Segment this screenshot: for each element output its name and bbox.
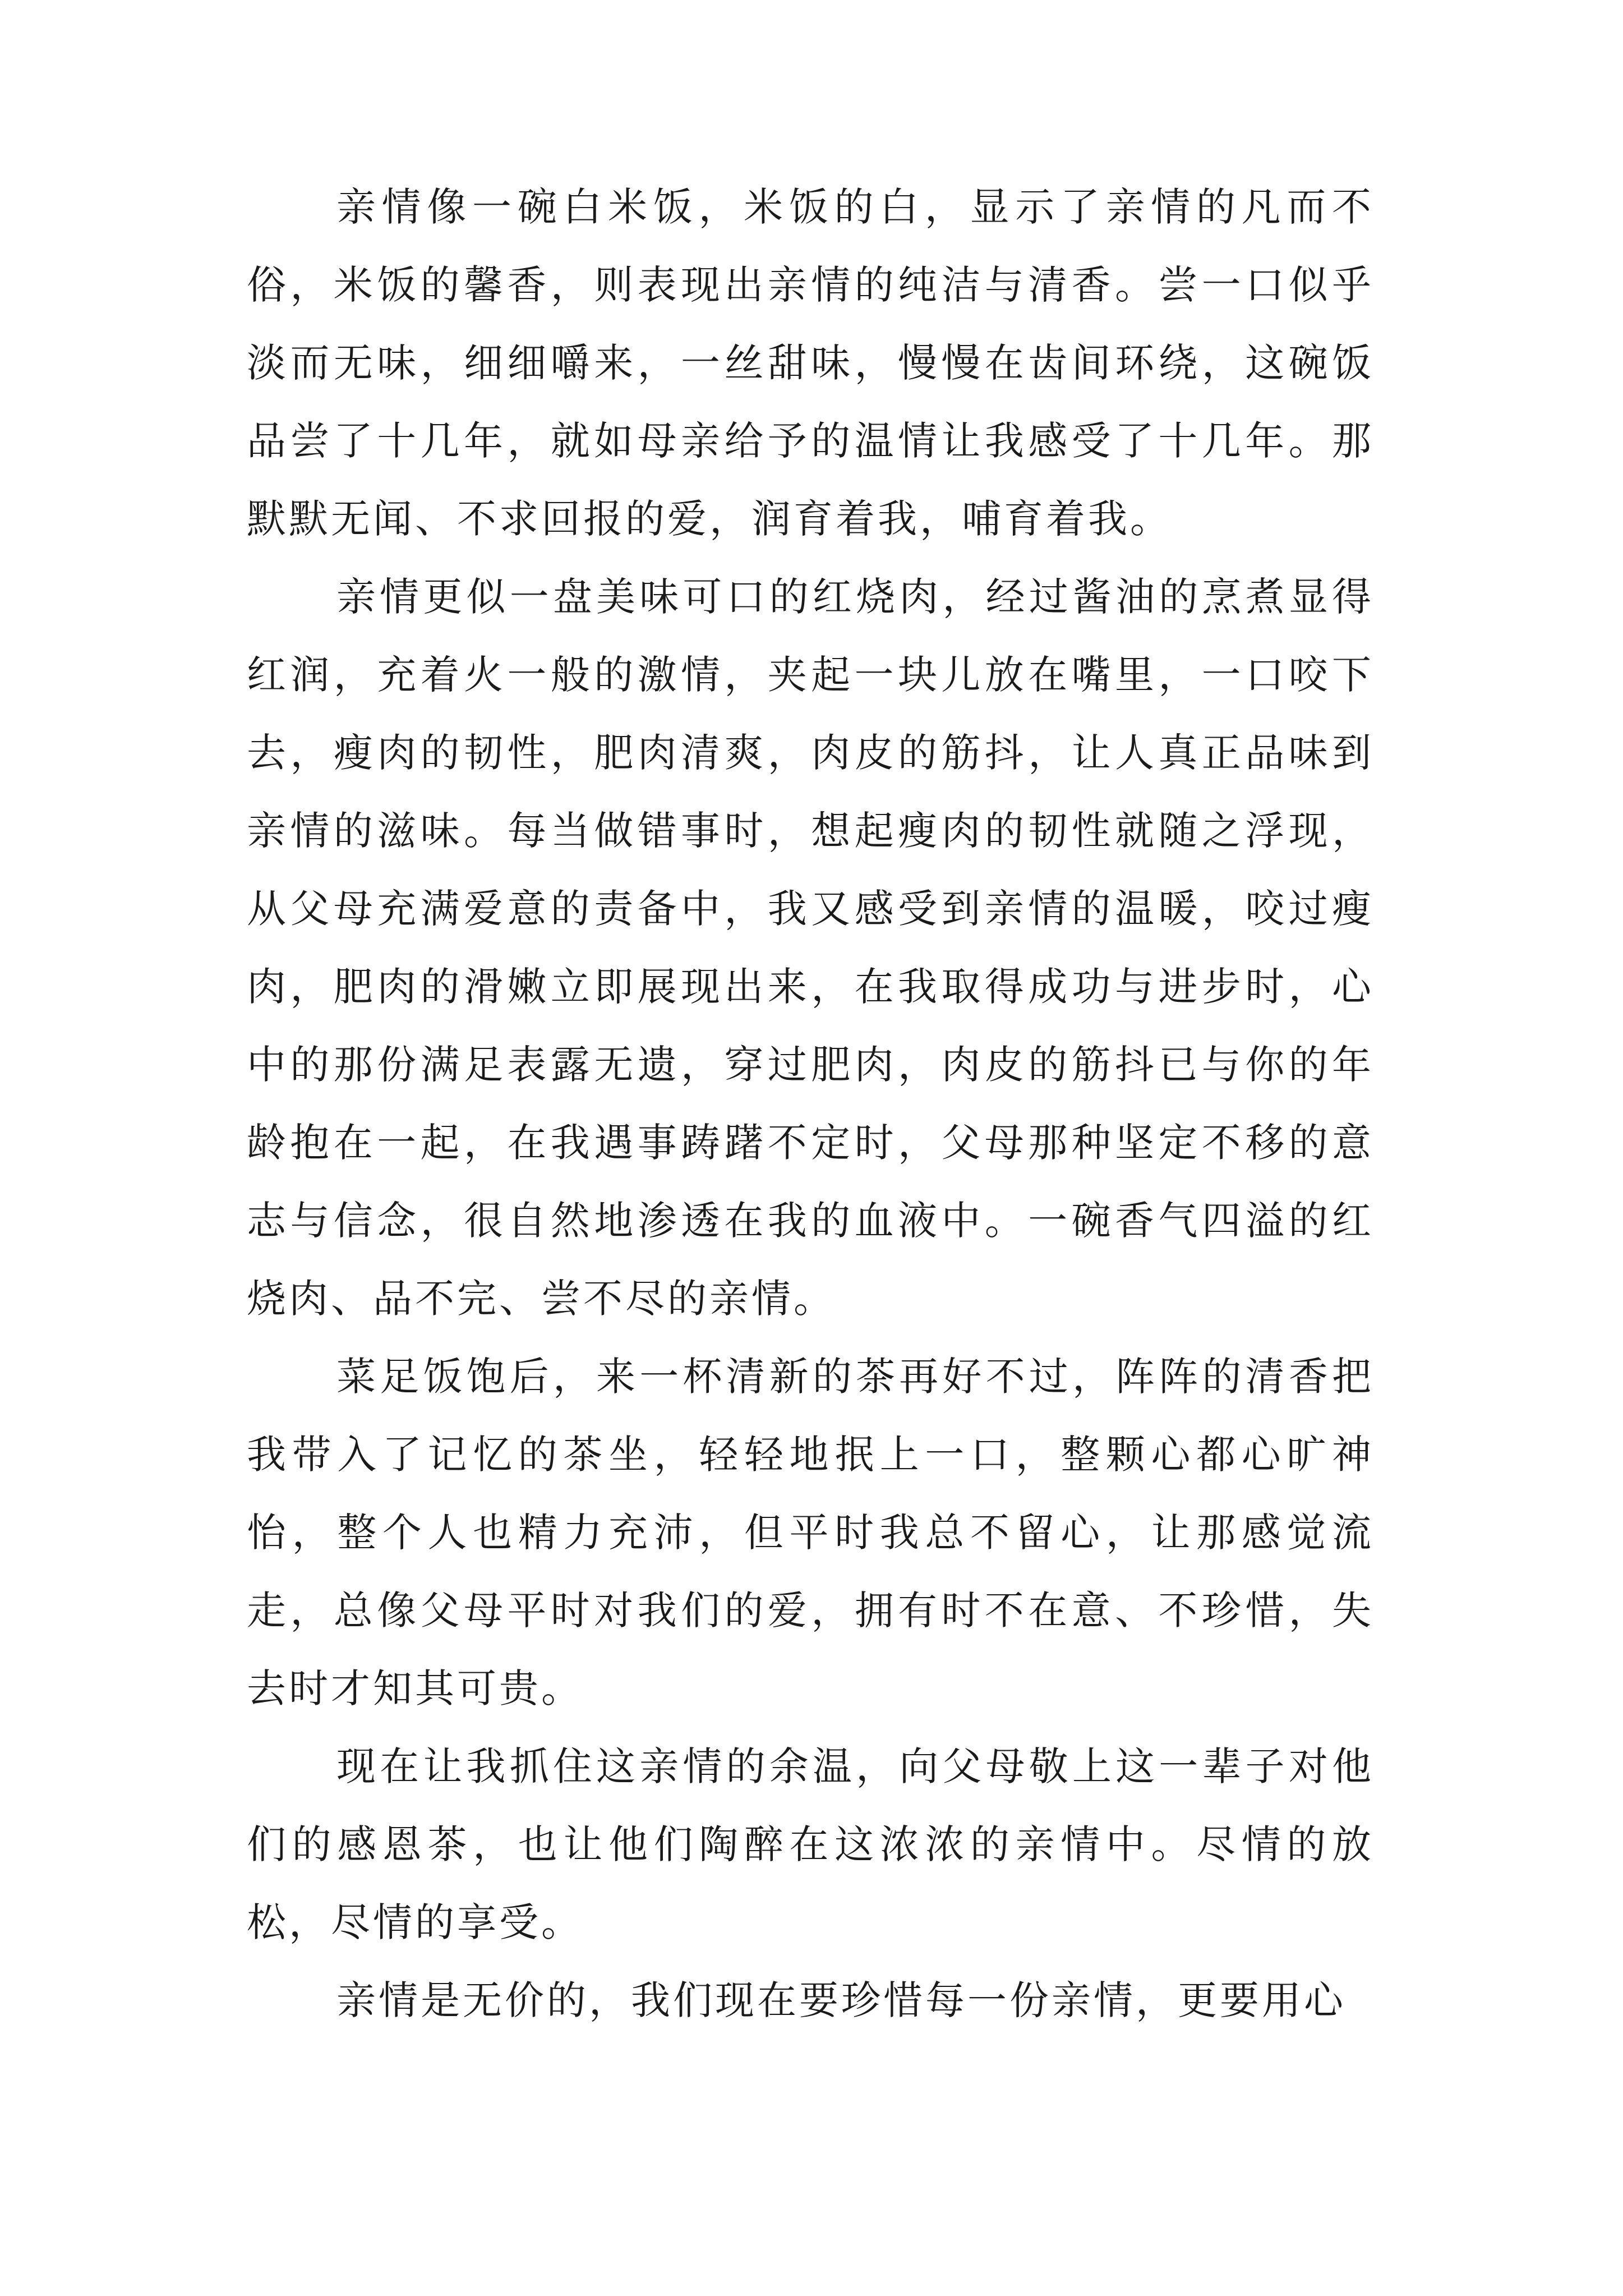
- paragraph-tea: 菜足饭饱后，来一杯清新的茶再好不过，阵阵的清香把我带入了记忆的茶坐，轻轻地抿上一口，整颗心都心旷神怡，整个人也精力充沛，但平时我总不留心，让那感觉流走，总像父母平时对我们的爱，拥有时不在意、不珍惜，失去时才知其可贵。: [247, 1354, 1374, 1711]
- paragraph-cherish: 亲情是无价的，我们现在要珍惜每一份亲情，更要用心: [336, 1977, 1346, 2023]
- document-body: [247, 168, 1374, 2040]
- paragraph-braised-pork: 亲情更似一盘美味可口的红烧肉，经过酱油的烹煮显得红润，充着火一般的激情，夹起一块儿放在嘴里，一口咬下去，瘦肉的韧性，肥肉清爽，肉皮的筋抖，让人真正品味到亲情的滋味。每当做错事时，想起瘦肉的韧性就随之浮现，从父母充满爱意的责备中，我又感受到亲情的温暖，咬过瘦肉，肥肉的滑嫩立即展现出来，在我取得成功与进步时，心中的那份满足表露无遗，穿过肥肉，肉皮的筋抖已与你的年龄抱在一起，在我遇事踌躇不定时，父母那种坚定不移的意志与信念，很自然地渗透在我的血液中。一碗香气四溢的红烧肉、品不完、尝不尽的亲情。: [247, 574, 1374, 1322]
- paragraph-rice: 亲情像一碗白米饭，米饭的白，显示了亲情的凡而不俗，米饭的馨香，则表现出亲情的纯洁与清香。尝一口似乎淡而无味，细细嚼来，一丝甜味，慢慢在齿间环绕，这碗饭品尝了十几年，就如母亲给予的温情让我感受了十几年。那默默无闻、不求回报的爱，润育着我，哺育着我。: [247, 184, 1374, 542]
- paragraph-gratitude: 现在让我抓住这亲情的余温，向父母敬上这一辈子对他们的感恩茶，也让他们陶醉在这浓浓的亲情中。尽情的放松，尽情的享受。: [247, 1743, 1374, 1945]
